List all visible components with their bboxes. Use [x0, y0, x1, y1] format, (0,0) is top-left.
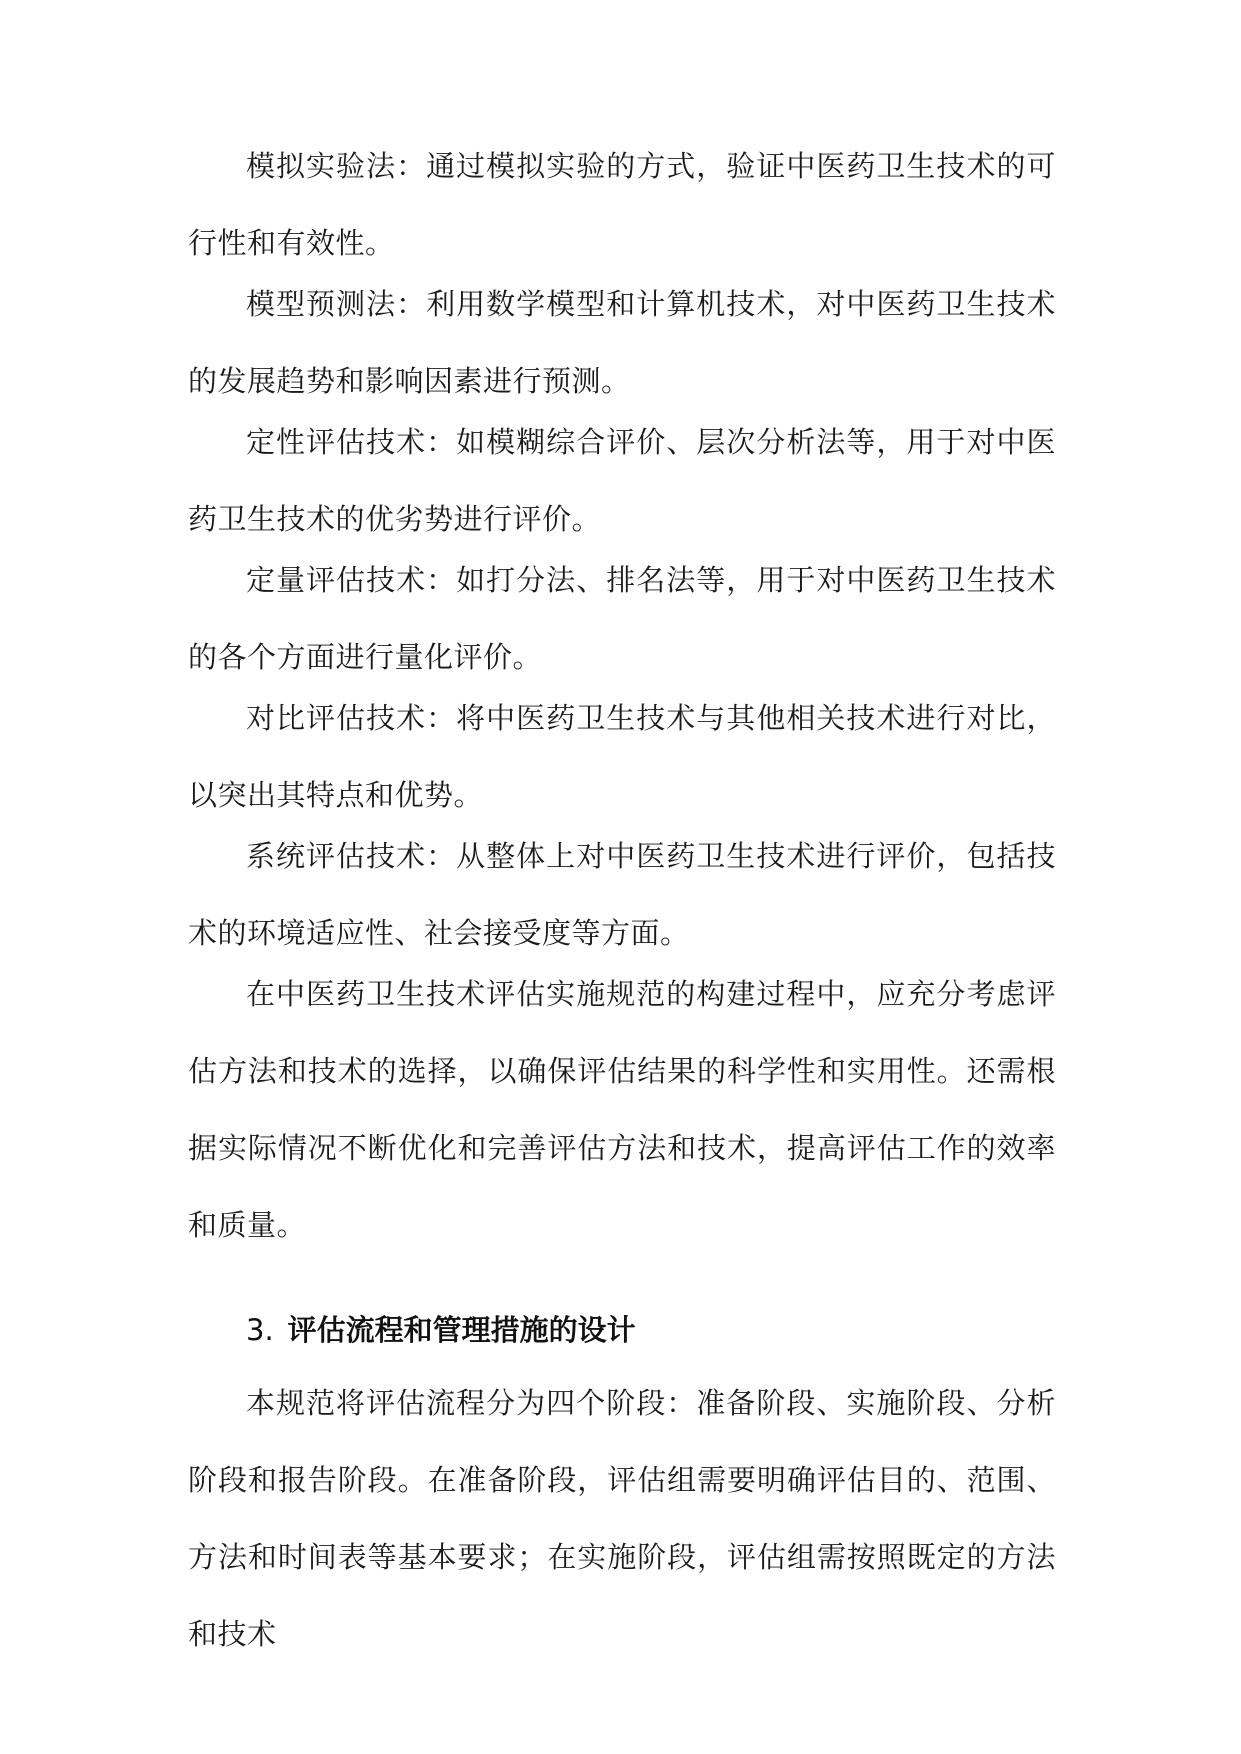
paragraph-qualitative-assessment: 定性评估技术：如模糊综合评价、层次分析法等，用于对中医药卫生技术的优劣势进行评价。	[188, 425, 1056, 536]
paragraph-model-prediction: 模型预测法：利用数学模型和计算机技术，对中医药卫生技术的发展趋势和影响因素进行预测。	[188, 287, 1056, 398]
paragraph-comparative-assessment: 对比评估技术：将中医药卫生技术与其他相关技术进行对比，以突出其特点和优势。	[188, 701, 1056, 812]
section-title: 评估流程和管理措施的设计	[287, 1313, 636, 1347]
paragraph-process-stages: 本规范将评估流程分为四个阶段：准备阶段、实施阶段、分析阶段和报告阶段。在准备阶段，评估组需要明确评估目的、范围、方法和时间表等基本要求；在实施阶段，评估组需按照既定的方法和技术	[188, 1386, 1056, 1651]
paragraph-quantitative-assessment: 定量评估技术：如打分法、排名法等，用于对中医药卫生技术的各个方面进行量化评价。	[188, 563, 1056, 674]
paragraph-system-assessment: 系统评估技术：从整体上对中医药卫生技术进行评价，包括技术的环境适应性、社会接受度等方面。	[188, 839, 1056, 950]
section-number: 3.	[246, 1313, 274, 1347]
paragraph-simulation-experiment: 模拟实验法：通过模拟实验的方式，验证中医药卫生技术的可行性和有效性。	[188, 149, 1056, 260]
paragraph-method-selection-summary: 在中医药卫生技术评估实施规范的构建过程中，应充分考虑评估方法和技术的选择，以确保评估结果的科学性和实用性。还需根据实际情况不断优化和完善评估方法和技术，提高评估工作的效率和质量。	[188, 977, 1056, 1242]
section-heading	[246, 1310, 636, 1350]
